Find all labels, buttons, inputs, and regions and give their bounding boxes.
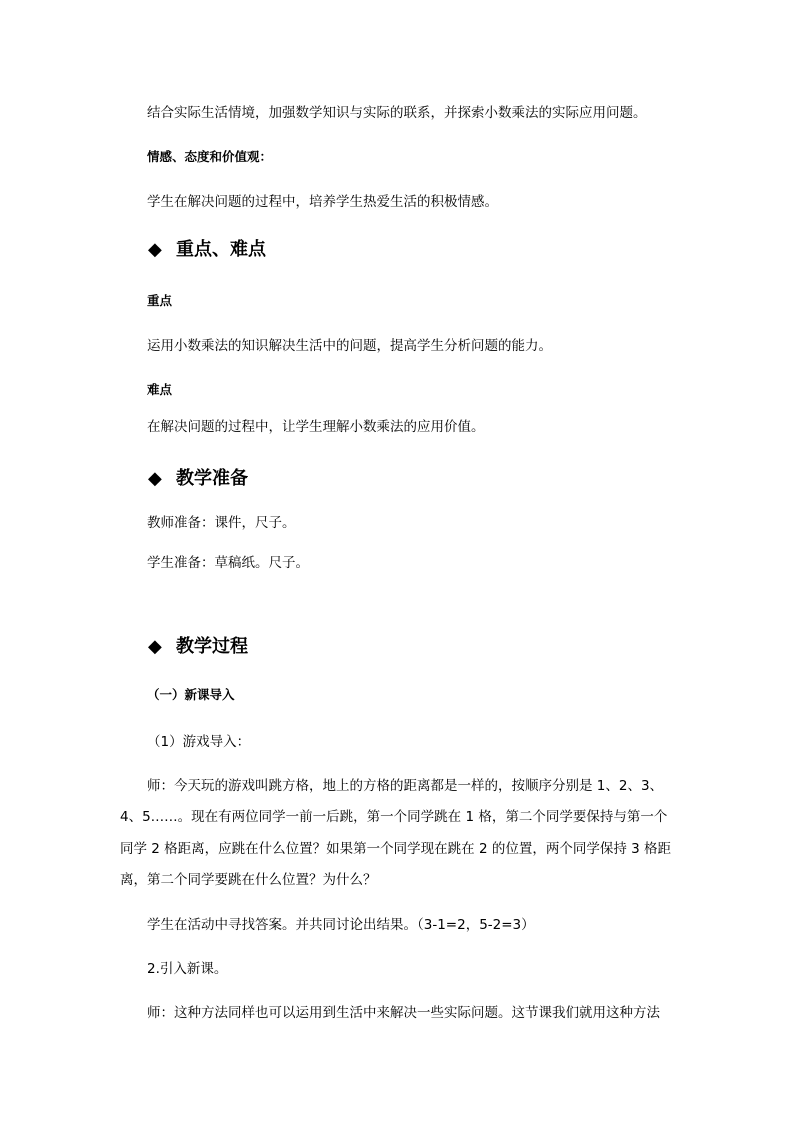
process-heading bbox=[148, 635, 248, 659]
step-game-intro: （1）游戏导入： bbox=[147, 734, 251, 750]
paragraph-line: 4、5……。现在有两位同学一前一后跳，第一个同学跳在 1 格，第二个同学要保持与第一个 bbox=[120, 809, 668, 825]
teacher-preparation: 教师准备：课件，尺子。 bbox=[147, 515, 296, 531]
step-new-lesson: 2.引入新课。 bbox=[147, 961, 228, 977]
process-heading-text: 教学过程 bbox=[176, 636, 248, 657]
emotion-label: 情感、态度和价值观： bbox=[147, 149, 273, 164]
preparation-heading-text: 教学准备 bbox=[176, 468, 248, 489]
preparation-heading bbox=[148, 467, 248, 491]
key-label: 重点 bbox=[147, 293, 173, 308]
goal-practice-text: 结合实际生活情境，加强数学知识与实际的联系，并探索小数乘法的实际应用问题。 bbox=[147, 105, 647, 121]
key-points-heading bbox=[148, 238, 266, 262]
diamond-bullet-icon: ◆ bbox=[148, 636, 162, 657]
teacher-paragraph: 师：这种方法同样也可以运用到生活中来解决一些实际问题。这节课我们就用这种方法 bbox=[147, 1005, 660, 1021]
diamond-bullet-icon: ◆ bbox=[148, 468, 162, 489]
paragraph-line: 离，第二个同学要跳在什么位置？为什么？ bbox=[120, 872, 377, 888]
difficult-text: 在解决问题的过程中，让学生理解小数乘法的应用价值。 bbox=[147, 419, 485, 435]
section-intro: （一）新课导入 bbox=[147, 687, 235, 702]
paragraph-line: 同学 2 格距离，应跳在什么位置？如果第一个同学现在跳在 2 的位置，两个同学保持 3 格距 bbox=[120, 841, 672, 857]
key-text: 运用小数乘法的知识解决生活中的问题，提高学生分析问题的能力。 bbox=[147, 338, 552, 354]
student-answer-paragraph: 学生在活动中寻找答案。并共同讨论出结果。（3-1=2，5-2=3） bbox=[147, 917, 535, 933]
paragraph-line: 师：今天玩的游戏叫跳方格，地上的方格的距离都是一样的，按顺序分别是 1、2、3、 bbox=[147, 778, 664, 794]
emotion-text: 学生在解决问题的过程中，培养学生热爱生活的积极情感。 bbox=[147, 194, 498, 210]
key-points-heading-text: 重点、难点 bbox=[176, 239, 266, 260]
diamond-bullet-icon: ◆ bbox=[148, 239, 162, 260]
difficult-label: 难点 bbox=[147, 382, 173, 397]
student-preparation: 学生准备：草稿纸。尺子。 bbox=[147, 555, 309, 571]
